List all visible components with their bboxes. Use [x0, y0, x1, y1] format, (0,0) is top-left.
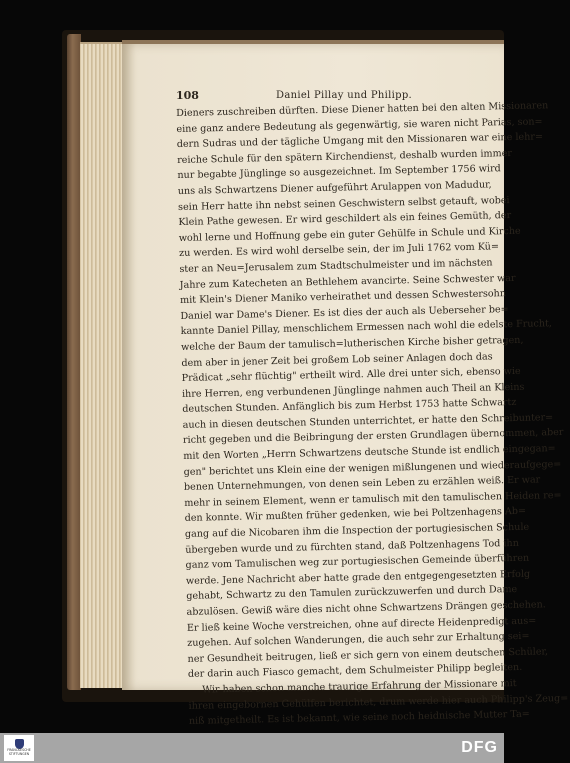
text-line: Prädicat „sehr flüchtig" ertheilt wird. Alle drei unter sich, ebenso wie: [181, 365, 521, 385]
text-line: auch in diesen deutschen Stunden unterrichtet, er hatte den Schreibunter=: [182, 412, 554, 431]
library-logo-text: FRANCKESCHE STIFTUNGEN: [7, 748, 31, 756]
text-line: zugehen. Auf solchen Wanderungen, die auch sehr zur Erhaltung sei=: [187, 630, 530, 650]
text-line: der darin auch Fiasco gemacht, dem Schulmeister Philipp begleiten.: [187, 662, 523, 681]
text-line: ihre Herren, eng verbundenen Jünglinge nahmen auch Theil an Kleins: [181, 381, 525, 400]
text-line: kannte Daniel Pillay, menschlichem Ermessen nach wohl die edelste Frucht,: [180, 318, 553, 338]
text-line: mit Klein's Diener Maniko verheirathet und dessen Schwestersohn: [179, 288, 507, 307]
text-line: eine ganz andere Bedeutung als gegenwärtig, sie waren nicht Parias, son=: [176, 115, 543, 135]
text-line: gen" berichtet uns Klein eine der wenigen mißlungenen und wiederaufgege=: [183, 458, 562, 478]
text-line: abzulösen. Gewiß wäre dies nicht ohne Schwartzens Drängen geschehen.: [186, 599, 546, 618]
text-line: nur begabte Jünglinge so ausgezeichnet. Im September 1756 wird: [177, 163, 501, 182]
text-line: mehr in seinem Element, wenn er tamulisch mit den tamulischen Heiden re=: [184, 489, 562, 509]
text-line: deutschen Stunden. Anfänglich bis zum Herbst 1753 hatte Schwartz: [182, 397, 517, 416]
page-stack: [80, 42, 125, 688]
text-line: Dieners zuschreiben dürften. Diese Diener hatten bei den alten Missionaren: [176, 100, 549, 119]
viewer-footer-bar: [0, 733, 504, 763]
text-line: mit den Worten „Herrn Schwartzens deutsche Stunde ist endlich eingegan=: [183, 443, 556, 462]
text-line: dem aber in jener Zeit bei großem Lob seiner Anlagen doch das: [181, 350, 493, 369]
library-logo[interactable]: [4, 735, 34, 761]
text-line: richt gegeben und die Beibringung der ersten Grundlagen übernommen, aber: [182, 427, 564, 447]
text-line: Wir haben schon manche traurige Erfahrung der Missionare mit: [202, 677, 517, 696]
text-line: Jahre zum Katecheten an Bethlehem avancirte. Seine Schwester war: [179, 272, 516, 291]
body-text: [176, 100, 569, 730]
running-head: Daniel Pillay und Philipp.: [276, 90, 413, 101]
text-line: ner Gesundheit beitrugen, ließ er sich gern von einem deutschen Schüler,: [187, 646, 549, 665]
text-line: werde. Jene Nachricht aber hatte grade den entgegengesetzten Erfolg: [185, 568, 531, 587]
text-line: gang auf die Nicobaren ihm die Inspection der portugiesischen Schule: [184, 521, 530, 540]
text-line: ihren eingebornen Gehülfen berichtet, drum werde hier auch Philipp's Zeug=: [188, 692, 569, 712]
text-line: welche der Baum der tamulisch=lutherischen Kirche bisher getragen,: [180, 334, 524, 353]
text-line: ster an Neu=Jerusalem zum Stadtschulmeister und im nächsten: [179, 257, 493, 275]
text-line: übergeben wurde und zu fürchten stand, daß Poltzenhagens Tod ihn: [185, 537, 519, 556]
text-line: Daniel war Dame's Diener. Es ist dies der auch als Ueberseher be=: [180, 303, 509, 322]
text-line: zu werden. Es wird wohl derselbe sein, der im Juli 1762 vom Kü=: [178, 241, 500, 260]
dfg-logo[interactable]: DFG: [461, 739, 498, 756]
book-cover-edge: [67, 34, 81, 690]
text-line: reiche Schule für den spätern Kirchendienst, deshalb wurden immer: [177, 147, 513, 166]
text-line: Klein Pathe gewesen. Er wird geschildert als ein feines Gemüth, der: [178, 210, 512, 229]
text-line: gehabt, Schwartz zu den Tamulen zurückzuwerfen und durch Dame: [186, 584, 518, 603]
text-line: sein Herr hatte ihn nebst seinen Geschwistern selbst getauft, wobei: [178, 194, 510, 213]
text-line: niß mitgetheilt. Es ist bekannt, wie seine noch heidnische Mutter Ta=: [188, 708, 530, 728]
text-line: den konnte. Wir mußten früher gedenken, wie bei Poltzenhagens Ab=: [184, 506, 527, 525]
page-number: 108: [176, 89, 199, 102]
text-line: benen Unternehmungen, von denen sein Leben zu erzählen weiß. Er war: [183, 474, 541, 494]
text-line: uns als Schwartzens Diener aufgeführt Arulappen von Madudur,: [177, 179, 492, 197]
text-line: wohl lerne und Hoffnung gebe ein guter Gehülfe in Schule und Kirche: [178, 225, 521, 244]
text-line: Er ließ keine Woche verstreichen, ohne auf directe Heidenpredigt aus=: [186, 615, 537, 634]
text-line: ganz vom Tamulischen weg zur portugiesischen Gemeinde überführen: [185, 552, 530, 572]
text-line: dern Sudras und der tägliche Umgang mit den Missionaren war eine lehr=: [176, 131, 544, 151]
